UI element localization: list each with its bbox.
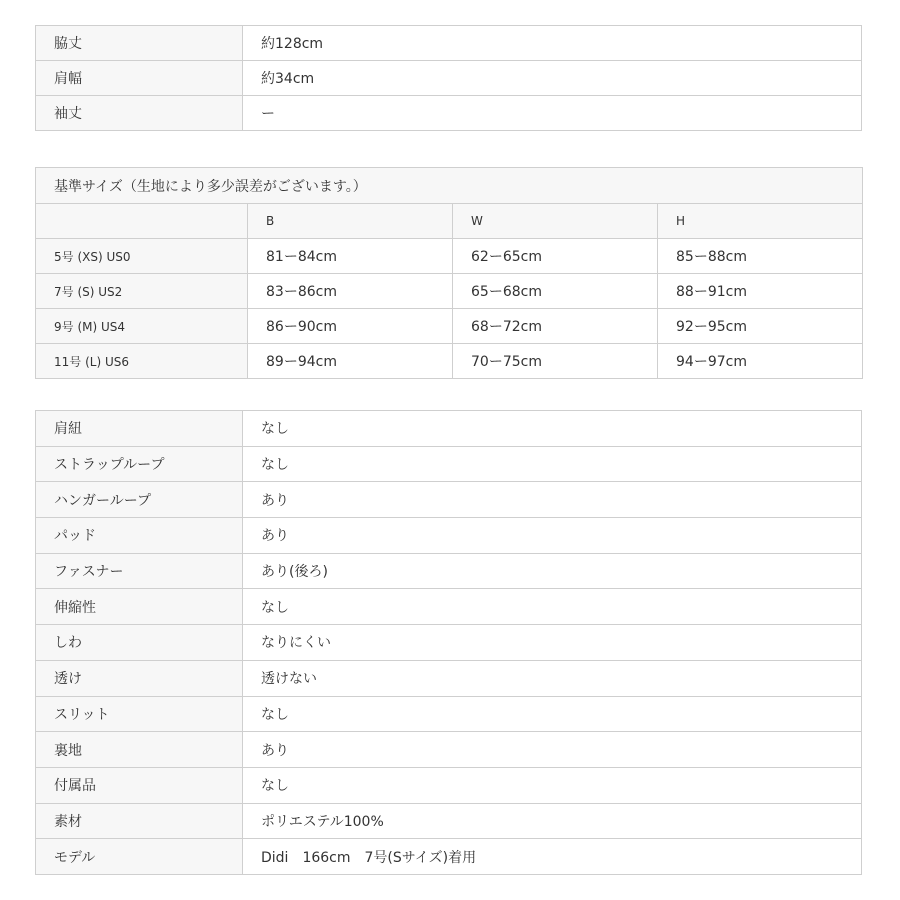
table-row xyxy=(36,411,862,447)
detail-value: なし xyxy=(243,589,862,625)
detail-label: ファスナー xyxy=(36,553,243,589)
table-row xyxy=(36,518,862,554)
table-row xyxy=(36,732,862,768)
size-name: 11号 (L) US6 xyxy=(36,344,248,379)
bust-value: 89ー94cm xyxy=(248,344,453,379)
waist-value: 68ー72cm xyxy=(453,309,658,344)
table-row xyxy=(36,660,862,696)
waist-value: 65ー68cm xyxy=(453,274,658,309)
column-header-h: H xyxy=(658,204,863,239)
measure-value: ー xyxy=(243,96,862,131)
detail-value: なし xyxy=(243,411,862,447)
detail-value: ポリエステル100% xyxy=(243,803,862,839)
table-row xyxy=(36,767,862,803)
bust-value: 81ー84cm xyxy=(248,239,453,274)
size-table-title-row xyxy=(36,168,863,204)
table-row xyxy=(36,344,863,379)
size-name: 7号 (S) US2 xyxy=(36,274,248,309)
hip-value: 94ー97cm xyxy=(658,344,863,379)
size-name: 9号 (M) US4 xyxy=(36,309,248,344)
table-row xyxy=(36,309,863,344)
table-row xyxy=(36,553,862,589)
detail-label: 伸縮性 xyxy=(36,589,243,625)
hip-value: 92ー95cm xyxy=(658,309,863,344)
detail-value: Didi 166cm 7号(Sサイズ)着用 xyxy=(243,839,862,875)
table-row xyxy=(36,589,862,625)
detail-label: しわ xyxy=(36,625,243,661)
table-row xyxy=(36,625,862,661)
size-table-header-row xyxy=(36,204,863,239)
detail-value: 透けない xyxy=(243,660,862,696)
hip-value: 85ー88cm xyxy=(658,239,863,274)
table-row xyxy=(36,696,862,732)
measure-label: 脇丈 xyxy=(36,26,243,61)
bust-value: 83ー86cm xyxy=(248,274,453,309)
detail-value: なし xyxy=(243,767,862,803)
measurement-table xyxy=(35,25,862,131)
detail-label: 肩紐 xyxy=(36,411,243,447)
bust-value: 86ー90cm xyxy=(248,309,453,344)
size-table-title: 基準サイズ（生地により多少誤差がございます。） xyxy=(36,168,863,204)
waist-value: 62ー65cm xyxy=(453,239,658,274)
measure-label: 袖丈 xyxy=(36,96,243,131)
measure-label: 肩幅 xyxy=(36,61,243,96)
detail-value: あり xyxy=(243,518,862,554)
measure-value: 約128cm xyxy=(243,26,862,61)
detail-label: ストラップループ xyxy=(36,446,243,482)
table-row xyxy=(36,96,862,131)
detail-value: あり(後ろ) xyxy=(243,553,862,589)
table-row xyxy=(36,803,862,839)
table-row xyxy=(36,61,862,96)
detail-value: なし xyxy=(243,696,862,732)
detail-label: 透け xyxy=(36,660,243,696)
table-row xyxy=(36,446,862,482)
detail-label: 素材 xyxy=(36,803,243,839)
waist-value: 70ー75cm xyxy=(453,344,658,379)
size-table xyxy=(35,167,863,379)
column-header-w: W xyxy=(453,204,658,239)
detail-value: あり xyxy=(243,482,862,518)
detail-label: ハンガーループ xyxy=(36,482,243,518)
detail-value: なりにくい xyxy=(243,625,862,661)
detail-label: 裏地 xyxy=(36,732,243,768)
hip-value: 88ー91cm xyxy=(658,274,863,309)
table-row xyxy=(36,239,863,274)
detail-label: パッド xyxy=(36,518,243,554)
detail-table xyxy=(35,410,862,875)
column-header-b: B xyxy=(248,204,453,239)
detail-value: あり xyxy=(243,732,862,768)
table-row xyxy=(36,274,863,309)
column-header xyxy=(36,204,248,239)
detail-label: スリット xyxy=(36,696,243,732)
size-name: 5号 (XS) US0 xyxy=(36,239,248,274)
measure-value: 約34cm xyxy=(243,61,862,96)
detail-value: なし xyxy=(243,446,862,482)
table-row xyxy=(36,26,862,61)
detail-label: モデル xyxy=(36,839,243,875)
table-row xyxy=(36,839,862,875)
detail-label: 付属品 xyxy=(36,767,243,803)
table-row xyxy=(36,482,862,518)
